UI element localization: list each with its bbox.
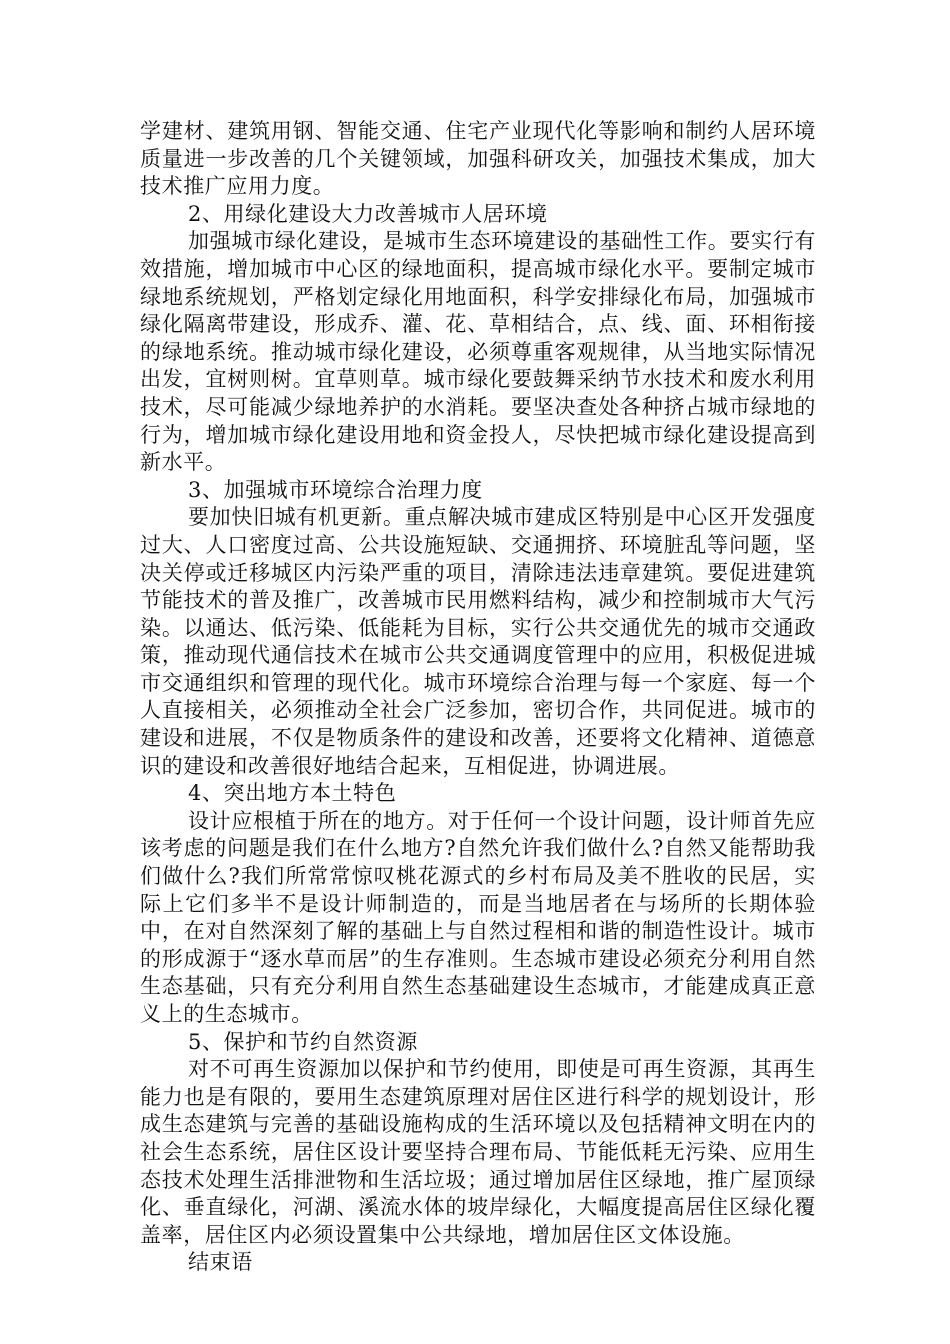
document-body — [140, 118, 816, 1277]
paragraph-local-features: 设计应根植于所在的地方。对于任何一个设计问题，设计师首先应该考虑的问题是我们在什么地方?自然允许我们做什么?自然又能帮助我们做什么?我们所常常惊叹桃花源式的乡村布局及美不胜收的民居，实际上它们多半不是设计师制造的，而是当地居者在与场所的长期体验中，在对自然深刻了解的基础上与自然过程相和谐的制造性设计。城市的形成源于“逐水草而居”的生存准则。生态城市建设必须充分利用自然生态基础，只有充分利用自然生态基础建设生态城市，才能建成真正意义上的生态城市。 — [140, 808, 816, 1026]
paragraph-environment: 要加快旧城有机更新。重点解决城市建成区特别是中心区开发强度过大、人口密度过高、公共设施短缺、交通拥挤、环境脏乱等问题，坚决关停或迁移城区内污染严重的项目，清除违法违章建筑。要促进建筑节能技术的普及推广，改善城市民用燃料结构，减少和控制城市大气污染。以通达、低污染、低能耗为目标，实行公共交通优先的城市交通政策，推动现代通信技术在城市公共交通调度管理中的应用，积极促进城市交通组织和管理的现代化。城市环境综合治理与每一个家庭、每一个人直接相关，必须推动全社会广泛参加，密切合作，共同促进。城市的建设和进展，不仅是物质条件的建设和改善，还要将文化精神、道德意识的建设和改善很好地结合起来，互相促进，协调进展。 — [140, 505, 816, 778]
section-heading-3: 3、加强城市环境综合治理力度 — [188, 477, 483, 502]
section-heading-4: 4、突出地方本土特色 — [188, 781, 397, 806]
paragraph-greening: 加强城市绿化建设，是城市生态环境建设的基础性工作。要实行有效措施，增加城市中心区的绿地面积，提高城市绿化水平。要制定城市绿地系统规划，严格划定绿化用地面积，科学安排绿化布局，加强城市绿化隔离带建设，形成乔、灌、花、草相结合，点、线、面、环相衔接的绿地系统。推动城市绿化建设，必须尊重客观规律，从当地实际情况出发，宜树则树。宜草则草。城市绿化要鼓舞采纳节水技术和废水利用技术，尽可能减少绿地养护的水消耗。要坚决查处各种挤占城市绿地的行为，增加城市绿化建设用地和资金投人，尽快把城市绿化建设提高到新水平。 — [140, 229, 816, 475]
section-heading-conclusion: 结束语 — [188, 1250, 253, 1275]
section-heading-2: 2、用绿化建设大力改善城市人居环境 — [188, 201, 548, 226]
section-heading-5: 5、保护和节约自然资源 — [188, 1029, 418, 1054]
paragraph-resources: 对不可再生资源加以保护和节约使用，即使是可再生资源，其再生能力也是有限的，要用生态建筑原理对居住区进行科学的规划设计，形成生态建筑与完善的基础设施构成的生活环境以及包括精神文明在内的社会生态系统，居住区设计要坚持合理布局、节能低耗无污染、应用生态技术处理生活排泄物和生活垃圾；通过增加居住区绿地，推广屋顶绿化、垂直绿化，河湖、溪流水体的坡岸绿化，大幅度提高居住区绿化覆盖率，居住区内必须设置集中公共绿地，增加居住区文体设施。 — [140, 1057, 816, 1247]
paragraph-continuation: 学建材、建筑用钢、智能交通、住宅产业现代化等影响和制约人居环境质量进一步改善的几个关键领域，加强科研攻关，加强技术集成，加大技术推广应用力度。 — [140, 119, 816, 199]
